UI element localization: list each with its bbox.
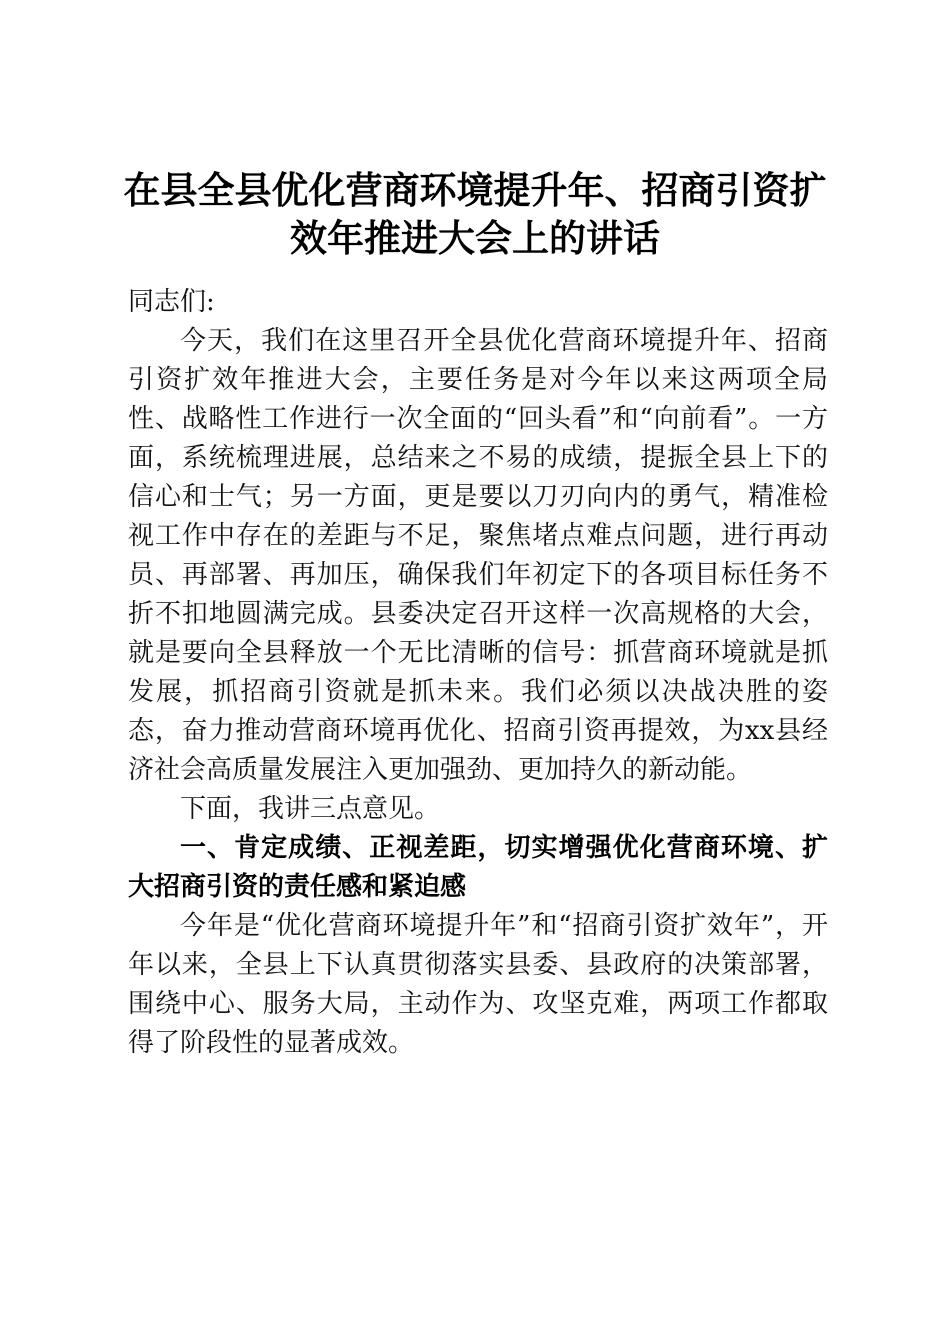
document-body — [128, 283, 828, 1063]
document-title: 在县全县优化营商环境提升年、招商引资扩效年推进大会上的讲话 — [123, 168, 827, 260]
section-heading-one: 一、肯定成绩、正视差距，切实增强优化营商环境、扩大招商引资的责任感和紧迫感 — [128, 833, 828, 902]
salutation: 同志们: — [128, 287, 215, 317]
transition-paragraph: 下面，我讲三点意见。 — [180, 794, 441, 824]
intro-paragraph: 今天，我们在这里召开全县优化营商环境提升年、招商引资扩效年推进大会，主要任务是对今年以来这两项全局性、战略性工作进行一次全面的“回头看”和“向前看”。一方面，系统梳理进展，总结来之不易的成绩，提振全县上下的信心和士气；另一方面，更是要以刀刃向内的勇气，精准检视工作中存在的差距与不足，聚焦堵点难点问题，进行再动员、再部署、再加压，确保我们年初定下的各项目标任务不折不扣地圆满完成。县委决定召开这样一次高规格的大会，就是要向全县释放一个无比清晰的信号：抓营商环境就是抓发展，抓招商引资就是抓未来。我们必须以决战决胜的姿态，奋力推动营商环境再优化、招商引资再提效，为xx县经济社会高质量发展注入更加强劲、更加持久的新动能。 — [128, 326, 828, 785]
section-one-paragraph: 今年是“优化营商环境提升年”和“招商引资扩效年”，开年以来，全县上下认真贯彻落实县委、县政府的决策部署，围绕中心、服务大局，主动作为、攻坚克难，两项工作都取得了阶段性的显著成效。 — [128, 911, 828, 1058]
